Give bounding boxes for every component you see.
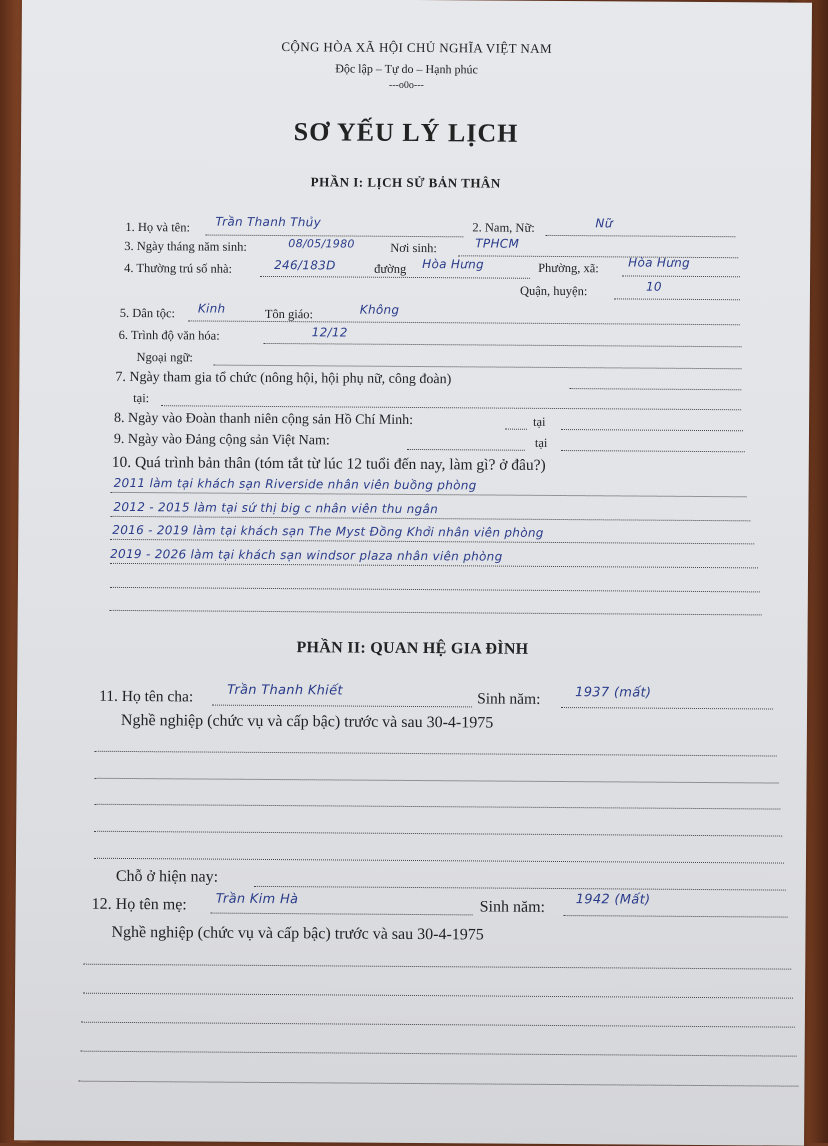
org-label: 7. Ngày tham gia tổ chức (nông hội, hội phụ nữ, công đoàn) bbox=[115, 369, 452, 388]
dob-value: 08/05/1980 bbox=[288, 237, 355, 251]
street-value: Hòa Hưng bbox=[422, 257, 485, 272]
name-value: Trần Thanh Thủy bbox=[215, 214, 322, 230]
mother-line bbox=[211, 913, 473, 916]
education-label: 6. Trình độ văn hóa: bbox=[118, 327, 220, 343]
father-job-line-2 bbox=[95, 778, 779, 784]
gender-label: 2. Nam, Nữ: bbox=[472, 220, 535, 235]
youth-at-label: tại bbox=[533, 414, 546, 429]
address-label: 4. Thường trú số nhà: bbox=[124, 260, 233, 276]
mother-year-line bbox=[564, 915, 788, 918]
district-line bbox=[614, 298, 740, 300]
ornament: ---o0o--- bbox=[388, 79, 424, 92]
motto: Độc lập – Tự do – Hạnh phúc bbox=[335, 61, 478, 77]
page-title: SƠ YẾU LÝ LỊCH bbox=[293, 117, 519, 148]
education-value: 12/12 bbox=[311, 325, 348, 340]
district-value: 10 bbox=[645, 279, 662, 294]
gender-value: Nữ bbox=[595, 216, 613, 231]
mother-year-value: 1942 (Mất) bbox=[575, 892, 651, 908]
youth-label: 8. Ngày vào Đoàn thanh niên cộng sản Hồ Chí Minh: bbox=[114, 410, 414, 428]
father-job-label: Nghề nghiệp (chức vụ và cấp bậc) trước và sau 30-4-1975 bbox=[120, 711, 494, 732]
nation-heading: CỘNG HÒA XÃ HỘI CHỦ NGHĨA VIỆT NAM bbox=[281, 39, 553, 56]
history-entry-4: 2019 - 2026 làm tại khách sạn windsor plaza nhân viên phòng bbox=[110, 546, 503, 564]
father-year-line bbox=[561, 707, 773, 709]
youth-date-line bbox=[505, 429, 527, 430]
ward-line bbox=[622, 275, 740, 277]
address-number: 246/183D bbox=[274, 258, 336, 273]
father-job-line-1 bbox=[95, 751, 777, 757]
history-line-4 bbox=[110, 563, 758, 569]
address-line bbox=[260, 276, 530, 279]
father-year-label: Sinh năm: bbox=[477, 690, 541, 708]
ward-label: Phường, xã: bbox=[538, 260, 599, 276]
org-at-line bbox=[161, 405, 741, 410]
history-line-5 bbox=[110, 587, 760, 593]
birthplace-line bbox=[458, 255, 738, 258]
party-at-label: tại bbox=[534, 435, 548, 450]
mother-label: 12. Họ tên mẹ: bbox=[91, 895, 187, 914]
mother-job-line-3 bbox=[81, 1022, 795, 1028]
history-line-3 bbox=[110, 539, 754, 544]
party-date-line bbox=[407, 449, 525, 451]
history-line-2 bbox=[110, 516, 750, 521]
father-label: 11. Họ tên cha: bbox=[99, 687, 194, 706]
history-line-1 bbox=[111, 492, 747, 497]
father-address-label: Chỗ ở hiện nay: bbox=[115, 867, 219, 886]
birthplace-label: Nơi sinh: bbox=[390, 240, 437, 256]
father-line bbox=[212, 705, 472, 708]
youth-at-line bbox=[561, 429, 743, 431]
mother-value: Trần Kim Hà bbox=[215, 891, 299, 908]
history-entry-3: 2016 - 2019 làm tại khách sạn The Myst Đồng Khởi nhân viên phòng bbox=[112, 522, 544, 540]
father-address-line bbox=[254, 886, 786, 891]
mother-job-label: Nghề nghiệp (chức vụ và cấp bậc) trước và sau 30-4-1975 bbox=[111, 923, 484, 944]
ethnic-label: 5. Dân tộc: bbox=[119, 305, 176, 321]
father-job-line-5 bbox=[94, 858, 784, 864]
part1-heading: PHẦN I: LỊCH SỬ BẢN THÂN bbox=[310, 174, 501, 191]
org-at-label: tại: bbox=[133, 391, 150, 406]
ethnic-value: Kinh bbox=[197, 301, 226, 316]
mother-job-line-5 bbox=[78, 1081, 798, 1087]
dob-label: 3. Ngày tháng năm sinh: bbox=[124, 238, 247, 254]
gender-line bbox=[545, 235, 735, 237]
mother-year-label: Sinh năm: bbox=[479, 898, 546, 916]
history-entry-2: 2012 - 2015 làm tại sứ thị big c nhân viên thu ngân bbox=[113, 499, 439, 517]
religion-value: Không bbox=[359, 302, 400, 317]
street-label: đường bbox=[374, 261, 407, 276]
father-job-line-3 bbox=[94, 804, 780, 810]
father-year-value: 1937 (mất) bbox=[575, 685, 652, 701]
language-label: Ngoại ngữ: bbox=[136, 350, 193, 365]
father-value: Trần Thanh Khiết bbox=[227, 682, 343, 699]
party-at-line bbox=[561, 450, 745, 452]
language-line bbox=[213, 365, 741, 370]
history-line-6 bbox=[110, 610, 762, 616]
father-job-line-4 bbox=[94, 831, 782, 837]
ward-value: Hòa Hưng bbox=[628, 255, 691, 270]
mother-job-line-4 bbox=[81, 1051, 797, 1057]
history-entry-1: 2011 làm tại khách sạn Riverside nhân viên buồng phòng bbox=[113, 475, 477, 493]
mother-job-line-2 bbox=[83, 993, 793, 999]
religion-label: Tôn giáo: bbox=[264, 306, 314, 322]
education-line bbox=[264, 343, 742, 347]
history-label: 10. Quá trình bản thân (tóm tắt từ lúc 12 tuổi đến nay, làm gì? ở đâu?) bbox=[111, 453, 546, 474]
ethnic-religion-line bbox=[188, 320, 740, 325]
district-label: Quận, huyện: bbox=[519, 283, 588, 299]
mother-job-line-1 bbox=[83, 964, 791, 970]
form-paper bbox=[14, 0, 812, 1146]
name-label: 1. Họ và tên: bbox=[125, 219, 191, 235]
part2-heading: PHẦN II: QUAN HỆ GIA ĐÌNH bbox=[296, 639, 529, 658]
birthplace-value: TPHCM bbox=[475, 236, 520, 251]
party-label: 9. Ngày vào Đảng cộng sản Việt Nam: bbox=[113, 431, 330, 449]
org-line bbox=[569, 388, 741, 390]
